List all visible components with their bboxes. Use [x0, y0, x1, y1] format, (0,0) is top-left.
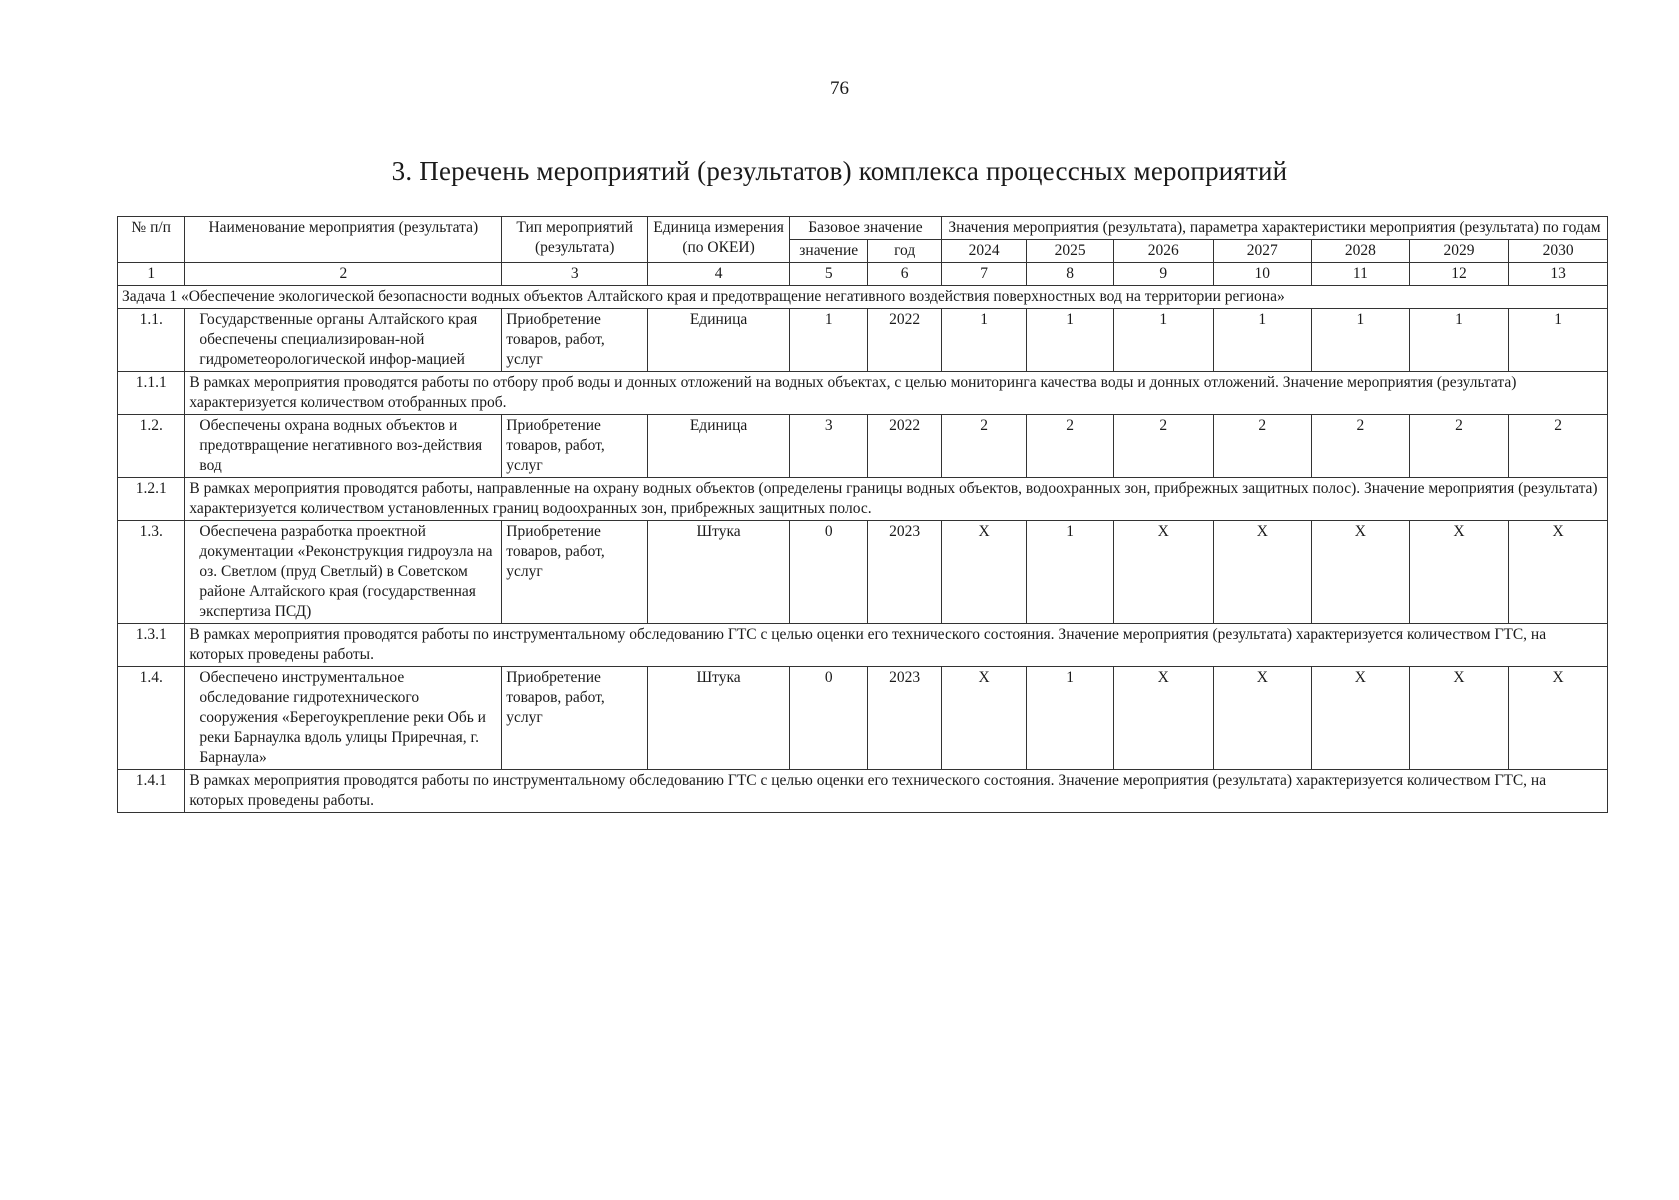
column-number: 2: [185, 263, 502, 286]
row-value: Х: [1113, 667, 1213, 770]
table-row: [118, 521, 1608, 624]
row-value: 2: [941, 415, 1027, 478]
row-base-value: 0: [789, 521, 867, 624]
header-year: 2028: [1312, 240, 1410, 263]
row-value: 1: [1027, 521, 1114, 624]
row-description: В рамках мероприятия проводятся работы, направленные на охрану водных объектов (определены границы водных объектов, водоохранных зон, прибрежных защитных полос). Значение мероприятия (результата) характеризуется количеством установленных границ водоохранных зон, прибрежных защитных полос.: [185, 478, 1608, 521]
row-num: 1.1.: [118, 309, 185, 372]
header-num: № п/п: [118, 217, 185, 263]
description-row: [118, 478, 1608, 521]
row-name: Государственные органы Алтайского края обеспечены специализирован-ной гидрометеорологической инфор-мацией: [185, 309, 502, 372]
row-name: Обеспечено инструментальное обследование гидротехнического сооружения «Берегоукрепление реки Обь и реки Барнаулка вдоль улицы Приречная, г. Барнаула»: [185, 667, 502, 770]
header-name: Наименование мероприятия (результата): [185, 217, 502, 263]
row-value: Х: [941, 667, 1027, 770]
row-num: 1.3.1: [118, 624, 185, 667]
row-value: 1: [1409, 309, 1509, 372]
column-number: 3: [502, 263, 648, 286]
header-year: 2025: [1027, 240, 1114, 263]
row-base-year: 2022: [868, 309, 941, 372]
column-number: 4: [648, 263, 790, 286]
row-unit: Единица: [648, 309, 790, 372]
page-title: 3. Перечень мероприятий (результатов) комплекса процессных мероприятий: [391, 156, 1288, 186]
column-number: 6: [868, 263, 941, 286]
row-value: Х: [1409, 667, 1509, 770]
row-value: Х: [1213, 521, 1312, 624]
header-values: Значения мероприятия (результата), параметра характеристики мероприятия (результата) по годам: [941, 217, 1607, 240]
row-value: Х: [1213, 667, 1312, 770]
row-base-value: 0: [789, 667, 867, 770]
row-num: 1.1.1: [118, 372, 185, 415]
row-base-value: 1: [789, 309, 867, 372]
row-value: 1: [941, 309, 1027, 372]
row-num: 1.3.: [118, 521, 185, 624]
row-type: Приобретение товаров, работ, услуг: [502, 667, 648, 770]
column-number: 12: [1409, 263, 1509, 286]
row-value: 2: [1312, 415, 1410, 478]
task-row: [118, 286, 1608, 309]
column-numbers-row: [118, 263, 1608, 286]
table-header: [118, 217, 1608, 286]
column-number: 8: [1027, 263, 1114, 286]
column-number: 11: [1312, 263, 1410, 286]
header-unit: Единица измерения (по ОКЕИ): [648, 217, 790, 263]
row-value: Х: [1509, 521, 1608, 624]
row-value: 2: [1509, 415, 1608, 478]
row-value: 2: [1027, 415, 1114, 478]
row-value: Х: [1113, 521, 1213, 624]
row-description: В рамках мероприятия проводятся работы по инструментальному обследованию ГТС с целью оценки его технического состояния. Значение мероприятия (результата) характеризуется количеством ГТС, на которых проведены работы.: [185, 770, 1608, 813]
row-value: Х: [1312, 521, 1410, 624]
row-value: 1: [1027, 667, 1114, 770]
row-type: Приобретение товаров, работ, услуг: [502, 415, 648, 478]
column-number: 5: [789, 263, 867, 286]
table-row: [118, 415, 1608, 478]
row-unit: Единица: [648, 415, 790, 478]
row-value: 1: [1027, 309, 1114, 372]
column-number: 1: [118, 263, 185, 286]
header-base-value: значение: [789, 240, 867, 263]
page-number: 76: [830, 78, 849, 99]
description-row: [118, 624, 1608, 667]
measures-table: [117, 216, 1608, 813]
row-type: Приобретение товаров, работ, услуг: [502, 309, 648, 372]
column-number: 13: [1509, 263, 1608, 286]
header-year: 2026: [1113, 240, 1213, 263]
table-row: [118, 309, 1608, 372]
row-value: 2: [1409, 415, 1509, 478]
row-value: 1: [1213, 309, 1312, 372]
column-number: 10: [1213, 263, 1312, 286]
table-row: [118, 667, 1608, 770]
row-description: В рамках мероприятия проводятся работы по отбору проб воды и донных отложений на водных объектах, с целью мониторинга качества воды и донных отложений. Значение мероприятия (результата) характеризуется количеством отобранных проб.: [185, 372, 1608, 415]
column-number: 9: [1113, 263, 1213, 286]
description-row: [118, 372, 1608, 415]
header-type: Тип мероприятий (результата): [502, 217, 648, 263]
row-description: В рамках мероприятия проводятся работы по инструментальному обследованию ГТС с целью оценки его технического состояния. Значение мероприятия (результата) характеризуется количеством ГТС, на которых проведены работы.: [185, 624, 1608, 667]
header-year: 2030: [1509, 240, 1608, 263]
row-unit: Штука: [648, 667, 790, 770]
row-num: 1.2.: [118, 415, 185, 478]
row-num: 1.2.1: [118, 478, 185, 521]
header-year: 2029: [1409, 240, 1509, 263]
header-base: Базовое значение: [789, 217, 941, 240]
row-unit: Штука: [648, 521, 790, 624]
header-year: 2024: [941, 240, 1027, 263]
header-year: 2027: [1213, 240, 1312, 263]
row-base-year: 2023: [868, 521, 941, 624]
row-value: Х: [941, 521, 1027, 624]
row-value: 1: [1113, 309, 1213, 372]
row-name: Обеспечена разработка проектной документации «Реконструкция гидроузла на оз. Светлом (пруд Светлый) в Советском районе Алтайского края (государственная экспертиза ПСД): [185, 521, 502, 624]
row-value: 1: [1312, 309, 1410, 372]
header-base-year: год: [868, 240, 941, 263]
row-value: Х: [1312, 667, 1410, 770]
row-value: Х: [1409, 521, 1509, 624]
column-number: 7: [941, 263, 1027, 286]
description-row: [118, 770, 1608, 813]
row-name: Обеспечены охрана водных объектов и предотвращение негативного воз-действия вод: [185, 415, 502, 478]
row-base-year: 2022: [868, 415, 941, 478]
row-base-value: 3: [789, 415, 867, 478]
row-value: 2: [1113, 415, 1213, 478]
task-text: Задача 1 «Обеспечение экологической безопасности водных объектов Алтайского края и предотвращение негативного воздействия поверхностных вод на территории региона»: [118, 286, 1608, 309]
row-num: 1.4.: [118, 667, 185, 770]
row-base-year: 2023: [868, 667, 941, 770]
row-type: Приобретение товаров, работ, услуг: [502, 521, 648, 624]
row-num: 1.4.1: [118, 770, 185, 813]
row-value: 1: [1509, 309, 1608, 372]
row-value: Х: [1509, 667, 1608, 770]
row-value: 2: [1213, 415, 1312, 478]
